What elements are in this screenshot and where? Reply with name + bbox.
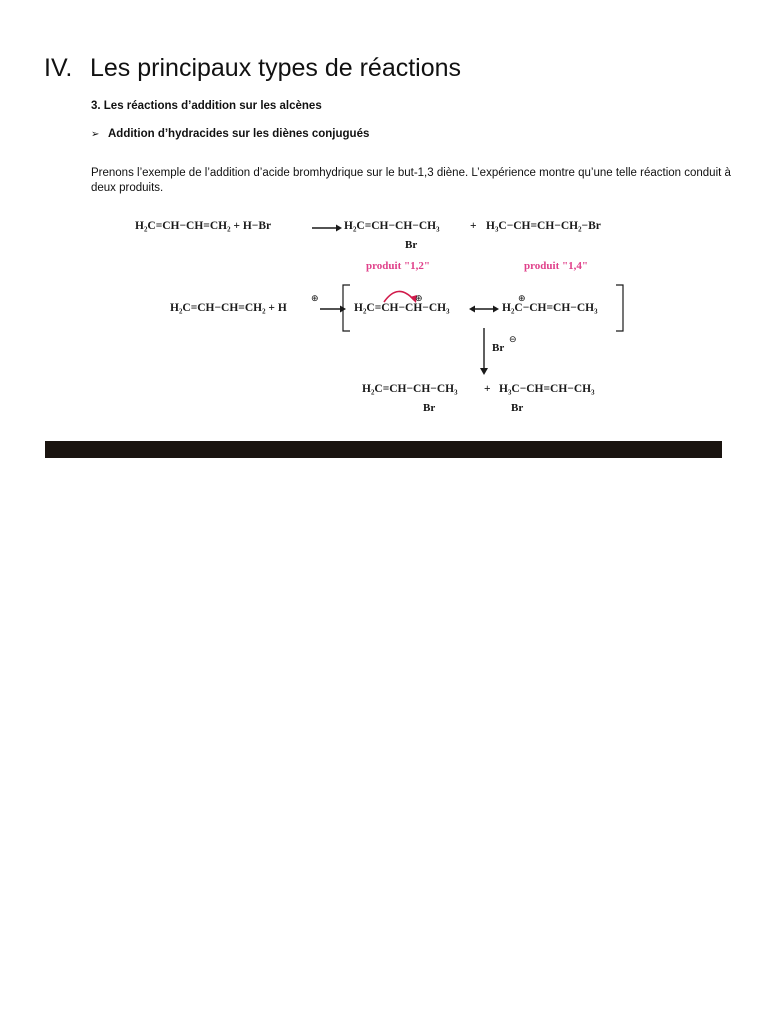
bullet-item (91, 128, 369, 140)
left-bracket-icon (340, 283, 352, 333)
reaction1-product-12: H₂C=CH−CH−CH₃ (344, 220, 440, 232)
resonance-arrow-icon (469, 303, 499, 315)
bromide-reagent: Br (492, 342, 505, 354)
final-br-right: Br (511, 402, 524, 414)
right-bracket-icon (614, 283, 626, 333)
footer-bar (45, 441, 722, 458)
section-number: IV. (44, 54, 73, 82)
reaction2-cation-2: H₂C−CH=CH−CH₃ (502, 302, 598, 314)
positive-charge-icon: ⊕ (415, 293, 423, 303)
intro-paragraph: Prenons l’exemple de l’addition d’acide bromhydrique sur le but-1,3 diène. L’expérience montre qu’une telle réaction conduit à deux produits. (91, 167, 731, 194)
final-product-right: H₃C−CH=CH−CH₃ (499, 383, 595, 395)
bullet-arrow-icon: ➢ (91, 129, 100, 140)
down-arrow-icon (478, 328, 490, 376)
final-product-left: H₂C=CH−CH−CH₃ (362, 383, 458, 395)
reaction1-br-substituent: Br (405, 239, 418, 251)
positive-charge-icon: ⊕ (518, 293, 526, 303)
negative-charge-icon: ⊖ (509, 334, 517, 344)
final-plus: + (484, 383, 491, 395)
bullet-text: Addition d’hydracides sur les diènes conjugués (108, 128, 370, 140)
label-product-12: produit "1,2" (366, 260, 430, 272)
reaction2-reactant: H₂C=CH−CH=CH₂ + H (170, 302, 287, 314)
label-product-14: produit "1,4" (524, 260, 588, 272)
reaction-arrow-icon (312, 222, 342, 234)
section-heading: 3. Les réactions d’addition sur les alcènes (91, 100, 322, 112)
positive-charge-icon: ⊕ (311, 293, 319, 303)
reaction2-cation-1: H₂C=CH−CH−CH₃ (354, 302, 450, 314)
page-title (44, 54, 461, 83)
title-text: Les principaux types de réactions (90, 54, 462, 82)
final-br-left: Br (423, 402, 436, 414)
curved-arrow-icon (380, 282, 420, 304)
reaction1-plus: + (470, 220, 477, 232)
reaction1-reactants: H₂C=CH−CH=CH₂ + H−Br (135, 220, 272, 232)
reaction1-product-14: H₃C−CH=CH−CH₂−Br (486, 220, 601, 232)
